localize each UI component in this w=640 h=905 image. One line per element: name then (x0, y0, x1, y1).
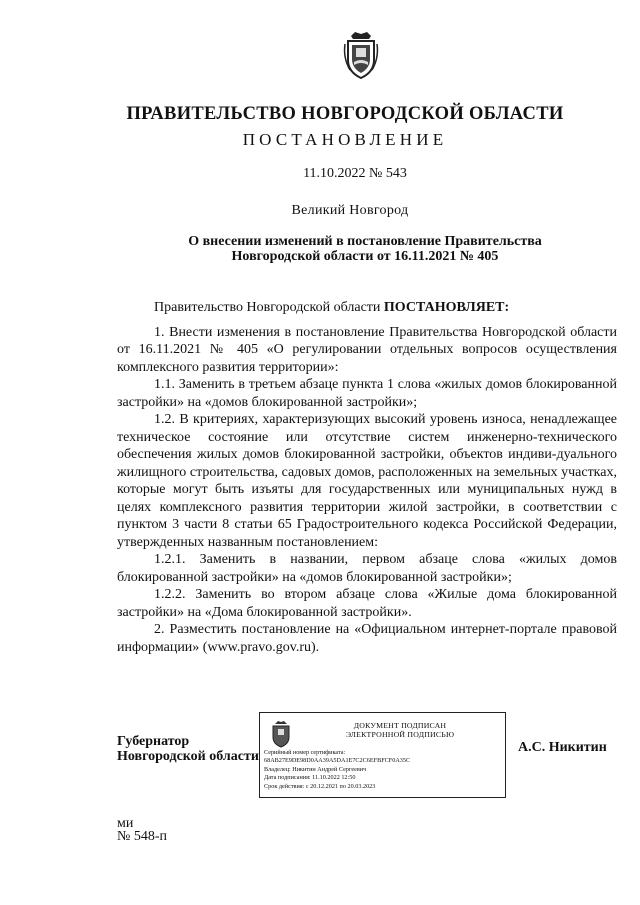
executor-info (117, 817, 167, 843)
stamp-owner: Владелец: Никитин Андрей Сергеевич (264, 765, 367, 773)
document-type: ПОСТАНОВЛЕНИЕ (242, 130, 448, 149)
stamp-heading-line-2: ЭЛЕКТРОННОЙ ПОДПИСЬЮ (345, 730, 455, 739)
paragraph-1: 1. Внести изменения в постановление Правительства Новгородской области от 16.11.2021 № 405 «О регулировании отдельных вопросов осуществления комплексного развития территории»: (117, 324, 617, 375)
signatory-position (117, 734, 259, 764)
paragraph-1-2-2: 1.2.2. Заменить во втором абзаце слова «Жилые дома блокированной застройки» на «Дома блокированной застройки». (117, 587, 617, 620)
paragraph-1-1: 1.1. Заменить в третьем абзаце пункта 1 слова «жилых домов блокированной застройки» на «домов блокированной застройки»; (117, 377, 617, 410)
stamp-cert-serial: 68AB27E9DE98D0AA39A5DA1E7C2C6EFBFCF0A35C (264, 757, 411, 765)
intro-paragraph (117, 299, 617, 317)
stamp-validity: Срок действия: с 20.12.2021 по 20.03.2023 (264, 782, 376, 790)
document-date-number: 11.10.2022 № 543 (303, 166, 407, 181)
paragraph-2: 2. Разместить постановление на «Официальном интернет-портале правовой информации» (www.pravo.gov.ru). (117, 622, 617, 655)
intro-text: Правительство Новгородской области (154, 300, 384, 315)
electronic-signature-stamp (259, 712, 506, 798)
stamp-details (264, 749, 504, 791)
stamp-cert-label: Серийный номер сертификата: (264, 749, 346, 756)
executor-number: № 548-п (117, 829, 168, 844)
stamp-emblem-icon (270, 720, 292, 748)
document-body (117, 299, 617, 656)
subject-line-1: О внесении изменений в постановление Правительства (188, 234, 542, 249)
coat-of-arms-emblem (342, 30, 380, 80)
intro-decree-word: ПОСТАНОВЛЯЕТ: (383, 300, 510, 315)
paragraph-1-2-1: 1.2.1. Заменить в названии, первом абзаце слова «жилых домов блокированной застройки» на «домов блокированной застройки»; (117, 552, 617, 585)
government-title: ПРАВИТЕЛЬСТВО НОВГОРОДСКОЙ ОБЛАСТИ (126, 104, 564, 124)
stamp-signed-date: Дата подписания: 11.10.2022 12:50 (264, 774, 356, 782)
stamp-heading-line-1: ДОКУМЕНТ ПОДПИСАН (353, 721, 447, 730)
stamp-heading (300, 721, 500, 739)
subject-line-2: Новгородской области от 16.11.2021 № 405 (231, 249, 499, 264)
executor-initials: ми (117, 816, 134, 831)
signatory-name: А.С. Никитин (518, 740, 607, 755)
document-subject (110, 234, 620, 264)
position-line-2: Новгородской области (117, 749, 259, 764)
document-city: Великий Новгород (291, 203, 409, 218)
position-line-1: Губернатор (117, 734, 190, 749)
paragraph-1-2: 1.2. В критериях, характеризующих высокий уровень износа, ненадлежащее техническое состояние или отсутствие систем инженерно-технического обеспечения жилых домов блокированной застройки, объектов индиви-дуального жилищного строительства, садовых домов, расположенных на земельных участках, которые могут быть изъяты для государственных или муниципальных нужд в целях комплексного развития территории жилой застройки, в соответствии с пунктом 3 части 8 статьи 65 Градостроительного кодекса Российской Федерации, утвержденных названным постановлением: (117, 412, 617, 550)
